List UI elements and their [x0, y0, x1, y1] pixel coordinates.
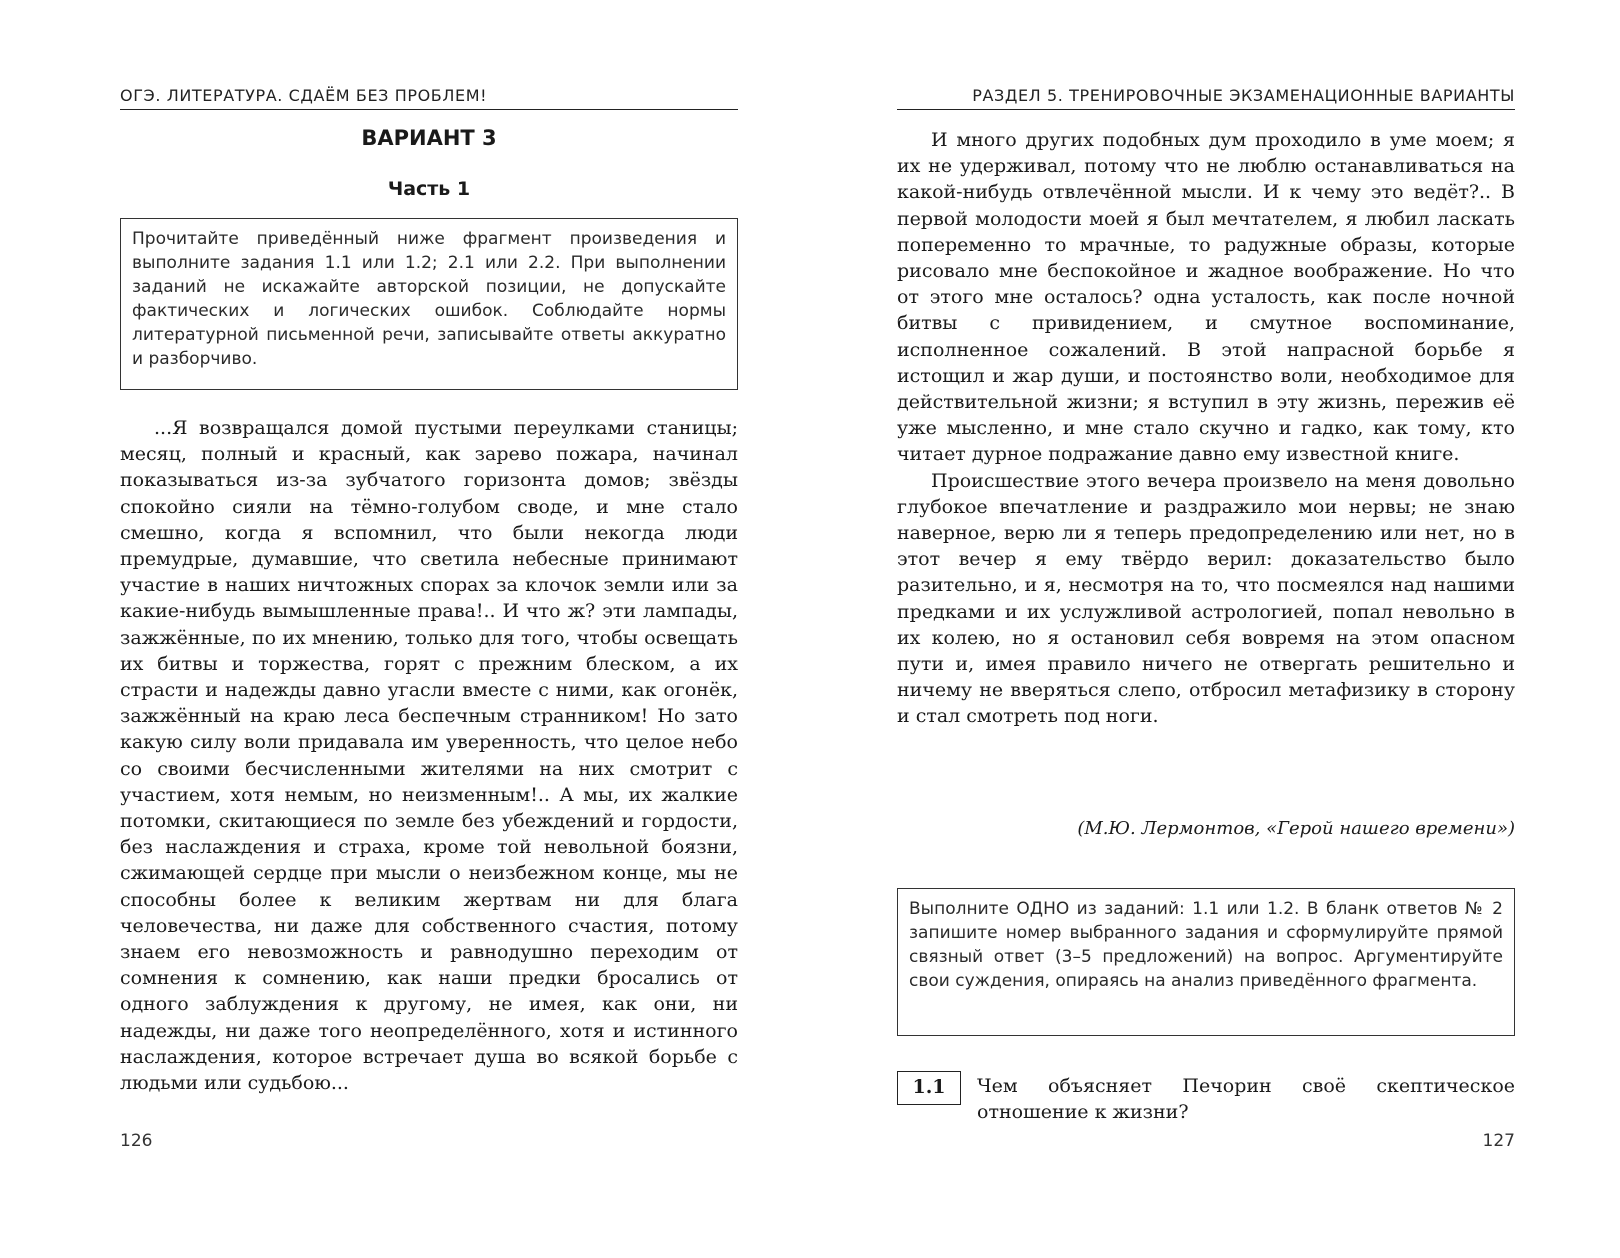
excerpt-paragraph: И много других подобных дум проходило в уме моем; я их не удерживал, потому что не люблю останавливаться на какой-нибудь отвлечённой мысли. И к чему это ведёт?.. В первой молодости моей я был мечтателем, я любил ласкать попеременно то мрачные, то радужные образы, которые рисовало мне беспокойное и жадное воображение. Но что от этого мне осталось? одна усталость, как после ночной битвы с привидением, и смутное воспоминание, исполненное сожалений. В этой напрасной борьбе я истощил и жар души, и постоянство воли, необходимое для действительной жизни; я вступил в эту жизнь, пережив её уже мысленно, и мне стало скучно и гадко, как тому, кто читает дурное подражание давно ему известной книге. [897, 129, 1515, 466]
part-title: Часть 1 [387, 178, 471, 200]
page-number-right: 127 [1482, 1131, 1515, 1151]
task-number-badge: 1.1 [897, 1071, 961, 1105]
reading-instruction-box: Прочитайте приведённый ниже фрагмент произведения и выполните задания 1.1 или 1.2; 2.1 или 2.2. При выполнении заданий не искажайте авторской позиции, не допускайте фактических и логических ошибок. Соблюдайте нормы литературной письменной речи, записывайте ответы аккуратно и разборчиво. [120, 218, 738, 390]
excerpt-paragraph: Происшествие этого вечера произвело на меня довольно глубокое впечатление и раздражило мои нервы; не знаю наверное, верю ли я теперь предопределению или нет, но в этот вечер я ему твёрдо верил: доказательство было разительно, и я, несмотря на то, что посмеялся над нашими предками и их услужливой астрологией, попал невольно в их колею, но я остановил себя вовремя на этом опасном пути и, имея правило ничего не отвергать решительно и ничему не вверяться слепо, отбросил метафизику в сторону и стал смотреть под ноги. [897, 469, 1515, 728]
excerpt-text-right [897, 127, 1515, 730]
task-instruction-box: Выполните ОДНО из заданий: 1.1 или 1.2. В бланк ответов № 2 запишите номер выбранного задания и сформулируйте прямой связный ответ (3–5 предложений) на вопрос. Аргументируйте свои суждения, опираясь на анализ приведённого фрагмента. [897, 888, 1515, 1036]
excerpt-paragraph: ...Я возвращался домой пустыми переулками станицы; месяц, полный и красный, как зарево пожара, начинал показываться из-за зубчатого горизонта домов; звёзды спокойно сияли на тёмно-голубом своде, и мне стало смешно, когда я вспомнил, что были некогда люди премудрые, думавшие, что светила небесные принимают участие в наших ничтожных спорах за клочок земли или за какие-нибудь вымышленные права!.. И что ж? эти лампады, зажжённые, по их мнению, только для того, чтобы освещать их битвы и торжества, горят с прежним блеском, а их страсти и надежды давно угасли вместе с ними, как огонёк, зажжённый на краю леса беспечным странником! Но зато какую силу воли придавала им уверенность, что целое небо со своими бесчисленными жителями на них смотрит с участием, хотя немым, но неизменным!.. А мы, их жалкие потомки, скитающиеся по земле без убеждений и гордости, без наслаждения и страха, кроме той невольной боязни, сжимающей сердце при мысли о неизбежном конце, мы не способны более к великим жертвам ни для блага человечества, ни даже для собственного счастия, потому знаем его невозможность и равнодушно переходим от сомнения к сомнению, как наши предки бросались от одного заблуждения к другому, не имея, как они, ни надежды, ни даже того неопределённого, хотя и истинного наслаждения, которое встречает душа во всякой борьбе с людьми или судьбою... [120, 417, 738, 1095]
task-item [897, 1071, 1515, 1131]
page-number-left: 126 [120, 1131, 153, 1151]
source-attribution: (М.Ю. Лермонтов, «Герой нашего времени») [1077, 818, 1515, 839]
running-head-right: РАЗДЕЛ 5. ТРЕНИРОВОЧНЫЕ ЭКЗАМЕНАЦИОННЫЕ ВАРИАНТЫ [897, 86, 1515, 110]
excerpt-text-left [120, 415, 738, 1096]
task-question: Чем объясняет Печорин своё скептическое отношение к жизни? [977, 1075, 1515, 1124]
variant-title: ВАРИАНТ 3 [361, 126, 497, 150]
running-head-left: ОГЭ. ЛИТЕРАТУРА. СДАЁМ БЕЗ ПРОБЛЕМ! [120, 86, 738, 110]
